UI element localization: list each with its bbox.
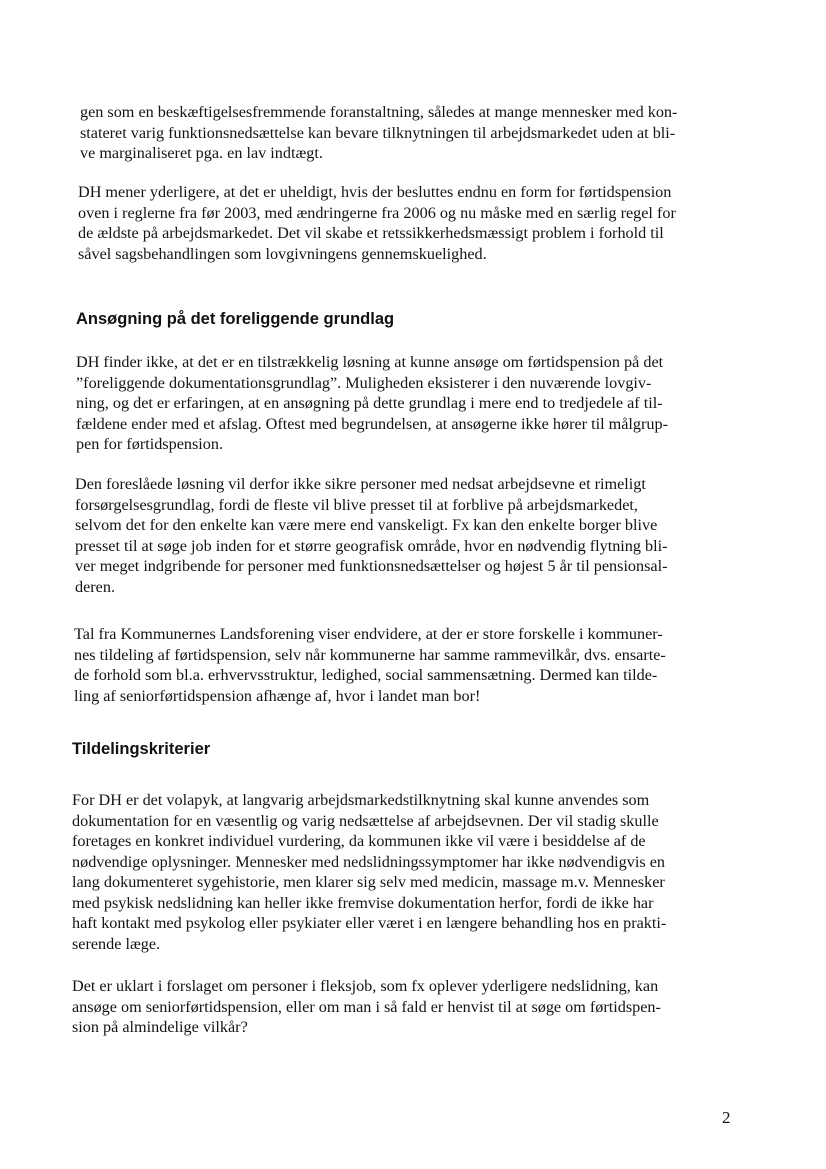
paragraph-marginalisation <box>80 102 677 164</box>
text-line: fældene ender med et afslag. Oftest med begrundelsen, at ansøgerne ikke hører til målgrup- <box>76 414 668 433</box>
text-line: Den foreslåede løsning vil derfor ikke sikre personer med nedsat arbejdsevne et rimeligt <box>75 475 646 493</box>
text-line: Tal fra Kommunernes Landsforening viser endvidere, at der er store forskelle i kommuner- <box>74 625 663 643</box>
text-line: deren. <box>75 577 115 596</box>
text-line: ver meget indgribende for personer med funktionsnedsættelser og højest 5 år til pensionsal- <box>75 557 668 575</box>
paragraph-criteria <box>72 790 666 954</box>
section-heading-application: Ansøgning på det foreliggende grundlag <box>76 310 395 328</box>
text-line: lang dokumenteret sygehistorie, men klarer sig selv med medicin, massage m.v. Mennesker <box>72 873 665 891</box>
text-line: Det er uklart i forslaget om personer i fleksjob, som fx oplever yderligere nedslidning, kan <box>72 977 659 995</box>
paragraph-proposed-solution <box>75 474 668 597</box>
text-line: nes tildeling af førtidspension, selv når kommunerne har samme rammevilkår, dvs. ensarte- <box>74 645 666 664</box>
text-line: stateret varig funktionsnedsættelse kan bevare tilknytningen til arbejdsmarkedet uden at bli- <box>80 123 676 142</box>
text-line: pen for førtidspension. <box>76 435 224 453</box>
paragraph-dh-opinion <box>78 182 676 264</box>
text-line: presset til at søge job inden for et større geografisk område, hvor en nødvendig flytning bli- <box>75 536 668 555</box>
section-heading-criteria: Tildelingskriterier <box>72 740 211 758</box>
paragraph-application-basis <box>76 352 668 455</box>
text-line: serende læge. <box>72 934 161 953</box>
text-line: ning, og det er erfaringen, at en ansøgning på dette grundlag i mere end to tredjedele af til- <box>76 394 663 412</box>
text-line: ”foreliggende dokumentationsgrundlag”. Muligheden eksisterer i den nuværende lovgiv- <box>76 373 652 392</box>
text-line: såvel sagsbehandlingen som lovgivningens gennemskuelighed. <box>78 244 487 263</box>
text-line: DH finder ikke, at det er en tilstrækkelig løsning at kunne ansøge om førtidspension på det <box>76 353 664 371</box>
text-line: gen som en beskæftigelsesfremmende foranstaltning, således at mange mennesker med kon- <box>80 103 678 121</box>
text-line: med psykisk nedslidning kan heller ikke fremvise dokumentation herfor, fordi de ikke har <box>72 893 654 912</box>
text-line: ling af seniorførtidspension afhænge af, hvor i landet man bor! <box>74 686 481 705</box>
text-line: ve marginaliseret pga. en lav indtægt. <box>80 144 323 162</box>
text-line: de forhold som bl.a. erhvervsstruktur, ledighed, social sammensætning. Dermed kan tilde- <box>74 666 658 684</box>
paragraph-kl-figures <box>74 624 666 706</box>
text-line: foretages en konkret individuel vurdering, da kommunen ikke vil være i besiddelse af de <box>72 832 646 850</box>
text-line: nødvendige oplysninger. Mennesker med nedslidningssymptomer har ikke nødvendigvis en <box>72 852 665 871</box>
text-line: ansøge om seniorførtidspension, eller om man i så fald er henvist til at søge om førtidspen- <box>72 997 661 1016</box>
text-line: For DH er det volapyk, at langvarig arbejdsmarkedstilknytning skal kunne anvendes som <box>72 791 650 809</box>
text-line: forsørgelsesgrundlag, fordi de fleste vil blive presset til at forblive på arbejdsmarkedet, <box>75 495 638 514</box>
text-line: oven i reglerne fra før 2003, med ændringerne fra 2006 og nu måske med en særlig regel for <box>78 203 676 222</box>
text-line: haft kontakt med psykolog eller psykiater eller været i en længere behandling hos en prakti- <box>72 914 667 932</box>
text-line: dokumentation for en væsentlig og varig nedsættelse af arbejdsevnen. Der vil stadig skulle <box>72 811 659 830</box>
text-line: de ældste på arbejdsmarkedet. Det vil skabe et retssikkerhedsmæssigt problem i forhold til <box>78 224 664 242</box>
text-line: DH mener yderligere, at det er uheldigt, hvis der besluttes endnu en form for førtidspension <box>78 183 672 201</box>
paragraph-flexjob <box>72 976 661 1038</box>
page-number: 2 <box>722 1108 731 1127</box>
text-line: selvom det for den enkelte kan være mere end vanskeligt. Fx kan den enkelte borger blive <box>75 516 658 534</box>
text-line: sion på almindelige vilkår? <box>72 1018 248 1036</box>
